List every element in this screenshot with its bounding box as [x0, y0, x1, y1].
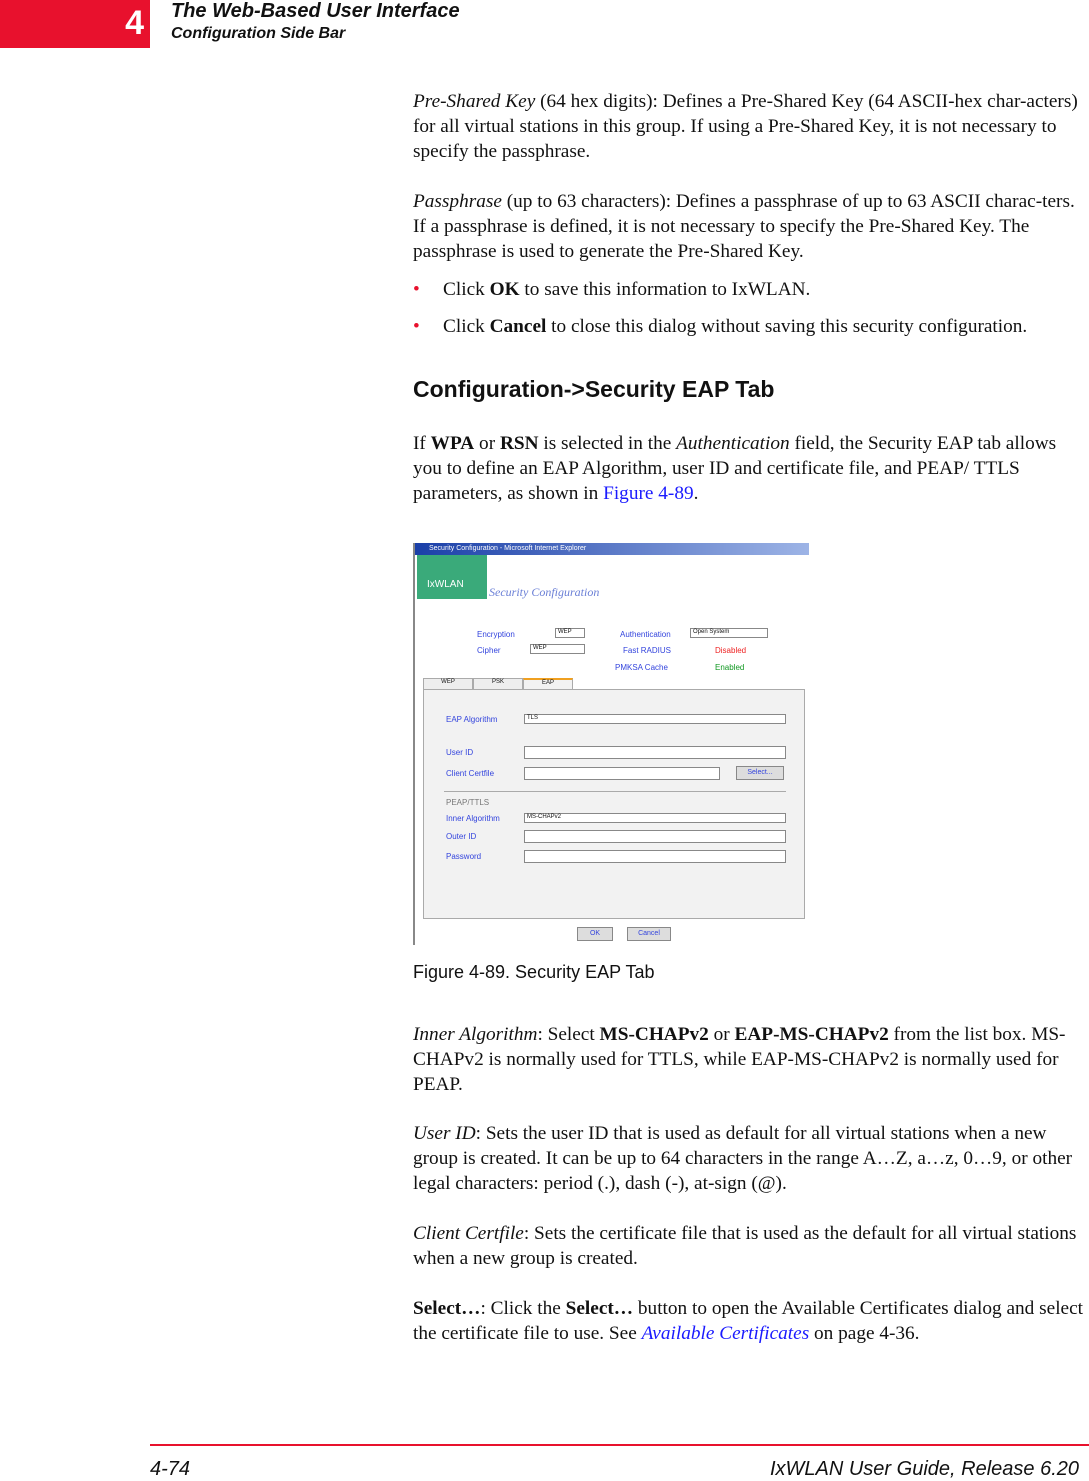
label: EAP Algorithm: [446, 715, 498, 724]
eap-panel: [423, 689, 805, 919]
para-select: Select…: Click the Select… button to open the Available Certificates dialog and select the certificate file to use. See Available Certificates on page 4-36.: [413, 1298, 1084, 1344]
label: Fast RADIUS: [623, 646, 672, 655]
footer-rule: [150, 1444, 1089, 1446]
section-title: Configuration Side Bar: [171, 25, 346, 42]
cipher-select[interactable]: WEP: [530, 644, 585, 654]
para-passphrase: Passphrase (up to 63 characters): Defines a passphrase of up to 63 ASCII charac-ters. If a passphrase is defined, it is not necessary to specify the Pre-Shared Key. The passphrase is used to generate the Pre-Shared Key.: [413, 191, 1075, 262]
outer-id-input[interactable]: [524, 830, 786, 843]
select-button[interactable]: Select...: [736, 766, 784, 780]
bullet-ok: • Click OK to save this information to IxWLAN.: [413, 279, 811, 300]
figure-caption: Figure 4-89. Security EAP Tab: [413, 962, 655, 982]
label: Inner Algorithm: [446, 814, 500, 823]
bullet-cancel: • Click Cancel to close this dialog without saving this security configuration.: [413, 316, 1028, 337]
inner-algorithm-select[interactable]: MS-CHAPv2: [524, 813, 786, 823]
user-id-input[interactable]: [524, 746, 786, 759]
label: Cipher: [477, 646, 501, 655]
label: Password: [446, 852, 482, 861]
page-number: 4-74: [150, 1458, 191, 1480]
password-input[interactable]: [524, 850, 786, 863]
tab-eap[interactable]: EAP: [523, 678, 573, 690]
encryption-select[interactable]: WEP: [555, 628, 585, 638]
available-certificates-link[interactable]: Available Certificates: [641, 1323, 810, 1344]
label: Authentication: [620, 630, 671, 639]
para-intro: If WPA or RSN is selected in the Authentication field, the Security EAP tab allows you to define an EAP Algorithm, user ID and certificate file, and PEAP/ TTLS parameters, as shown in Figure 4-89.: [413, 433, 1057, 504]
pmksa-checkbox[interactable]: Enabled: [715, 663, 745, 672]
label: PMKSA Cache: [615, 663, 668, 672]
fast-radius-checkbox[interactable]: Disabled: [715, 646, 747, 655]
logo: IxWLAN: [417, 555, 487, 599]
dialog-title: Security Configuration: [489, 585, 600, 599]
label: Outer ID: [446, 832, 477, 841]
tab-wep[interactable]: WEP: [423, 678, 473, 690]
chapter-title: The Web-Based User Interface: [171, 0, 460, 22]
para-inner: Inner Algorithm: Select MS-CHAPv2 or EAP-MS-CHAPv2 from the list box. MS-CHAPv2 is normally used for TTLS, while EAP-MS-CHAPv2 is normally used for PEAP.: [413, 1024, 1066, 1095]
divider: [444, 791, 786, 792]
auth-select[interactable]: Open System: [690, 628, 768, 638]
eap-algorithm-select[interactable]: TLS: [524, 714, 786, 724]
chapter-number: 4: [0, 0, 150, 48]
ok-button[interactable]: OK: [577, 927, 613, 941]
para-userid: User ID: Sets the user ID that is used as default for all virtual stations when a new group is created. It can be up to 64 characters in the range A…Z, a…z, 0…9, or other legal characters: period (.), dash (-), at-sign (@).: [413, 1123, 1073, 1194]
cancel-button[interactable]: Cancel: [627, 927, 671, 941]
figure-link[interactable]: Figure 4-89: [603, 483, 694, 504]
label: Encryption: [477, 630, 515, 639]
label: User ID: [446, 748, 474, 757]
label: Client Certfile: [446, 769, 495, 778]
tab-psk[interactable]: PSK: [473, 678, 523, 690]
figure-screenshot: [413, 543, 809, 945]
guide-title: IxWLAN User Guide, Release 6.20: [769, 1458, 1079, 1480]
section-heading: Configuration->Security EAP Tab: [413, 376, 775, 402]
para-certfile: Client Certfile: Sets the certificate file that is used as the default for all virtual stations when a new group is created.: [413, 1223, 1077, 1269]
client-cert-input[interactable]: [524, 767, 720, 780]
label: PEAP/TTLS: [446, 798, 490, 807]
window-titlebar: Security Configuration - Microsoft Internet Explorer: [415, 543, 809, 555]
para-psk: Pre-Shared Key (64 hex digits): Defines a Pre-Shared Key (64 ASCII-hex char-acters) for all virtual stations in this group. If using a Pre-Shared Key, it is not necessary to specify the passphrase.: [413, 91, 1078, 162]
